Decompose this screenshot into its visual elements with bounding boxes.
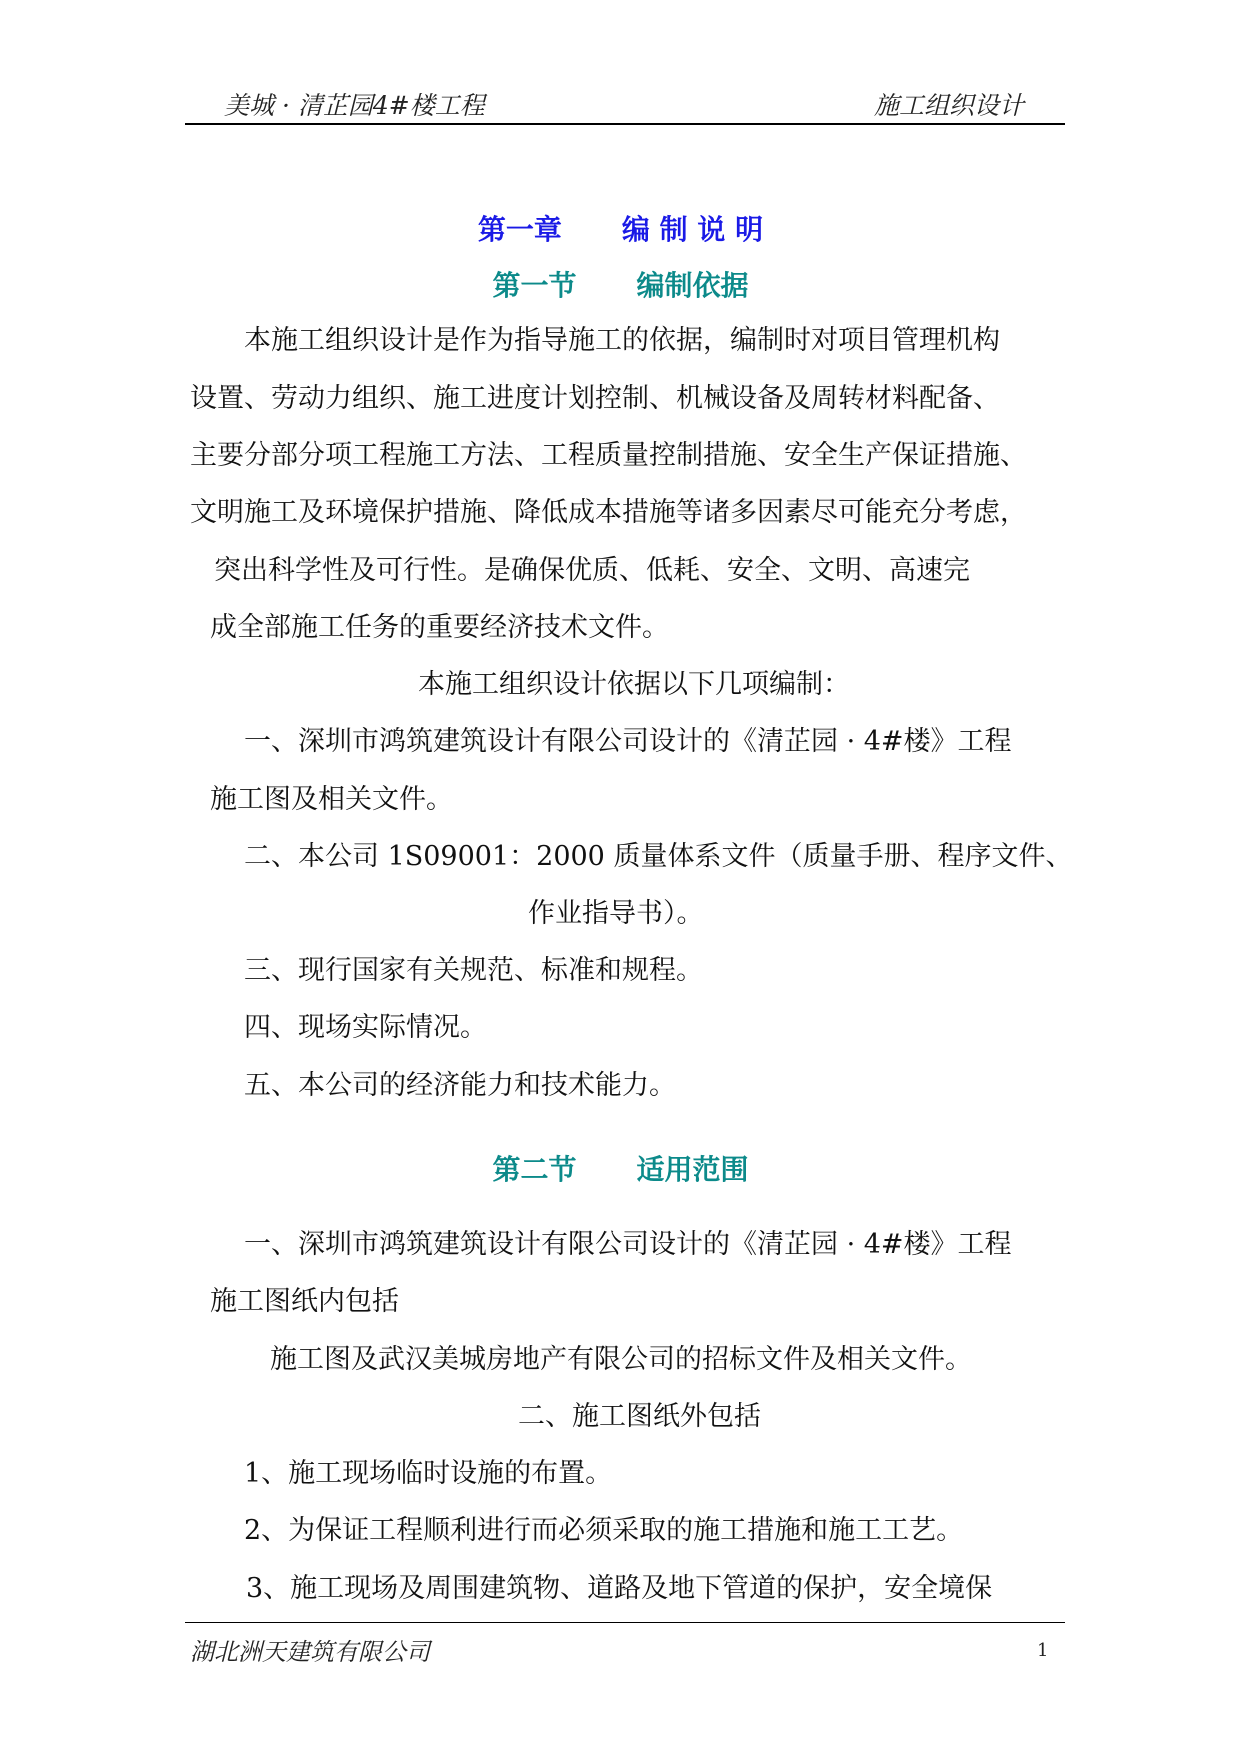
list-item: 一、深圳市鸿筑建筑设计有限公司设计的《清芷园 · 4#楼》工程	[244, 1229, 1012, 1260]
chapter-number: 第一章	[477, 213, 562, 246]
paragraph-line: 本施工组织设计依据以下几项编制：	[418, 669, 850, 700]
header-rule	[185, 123, 1065, 125]
paragraph-line: 文明施工及环境保护措施、降低成本措施等诸多因素尽可能充分考虑，	[190, 497, 1027, 528]
list-item: 3、施工现场及周围建筑物、道路及地下管道的保护，安全境保	[246, 1573, 993, 1604]
list-item-continuation: 作业指导书）。	[528, 898, 704, 929]
paragraph-line: 突出科学性及可行性。是确保优质、低耗、安全、文明、高速完	[214, 555, 970, 586]
paragraph-line: 二、施工图纸外包括	[518, 1401, 761, 1432]
list-item: 五、本公司的经济能力和技术能力。	[244, 1070, 676, 1101]
section-heading-2	[0, 1148, 1241, 1188]
section-heading-1	[0, 264, 1241, 304]
paragraph-line: 本施工组织设计是作为指导施工的依据，编制时对项目管理机构	[244, 325, 1000, 356]
section-title: 编制依据	[636, 269, 749, 302]
list-item: 2、为保证工程顺利进行而必须采取的施工措施和施工工艺。	[244, 1515, 964, 1546]
list-item: 三、现行国家有关规范、标准和规程。	[244, 955, 703, 986]
paragraph-line: 设置、劳动力组织、施工进度计划控制、机械设备及周转材料配备、	[190, 383, 1000, 414]
paragraph-line: 施工图及武汉美城房地产有限公司的招标文件及相关文件。	[270, 1344, 972, 1375]
list-item: 二、本公司 1S09001：2000 质量体系文件（质量手册、程序文件、	[244, 841, 1073, 872]
paragraph-line: 主要分部分项工程施工方法、工程质量控制措施、安全生产保证措施、	[190, 440, 1027, 471]
footer-rule	[185, 1622, 1065, 1623]
list-item: 四、现场实际情况。	[244, 1012, 487, 1043]
paragraph-line: 成全部施工任务的重要经济技术文件。	[210, 612, 669, 643]
chapter-title: 编 制 说 明	[621, 213, 764, 246]
section-number: 第一节	[492, 269, 577, 302]
list-item: 1、施工现场临时设施的布置。	[244, 1458, 613, 1489]
header-project-title: 美城 · 清芷园4#楼工程	[224, 91, 485, 120]
list-item-continuation: 施工图及相关文件。	[210, 784, 453, 815]
header-document-type: 施工组织设计	[874, 91, 1025, 120]
section-number: 第二节	[492, 1153, 577, 1186]
section-title: 适用范围	[636, 1153, 749, 1186]
page-number: 1	[1037, 1640, 1049, 1661]
footer-company: 湖北洲天建筑有限公司	[190, 1638, 430, 1666]
chapter-heading	[0, 208, 1241, 248]
list-item: 一、深圳市鸿筑建筑设计有限公司设计的《清芷园 · 4#楼》工程	[244, 726, 1012, 757]
list-item-continuation: 施工图纸内包括	[210, 1286, 399, 1317]
